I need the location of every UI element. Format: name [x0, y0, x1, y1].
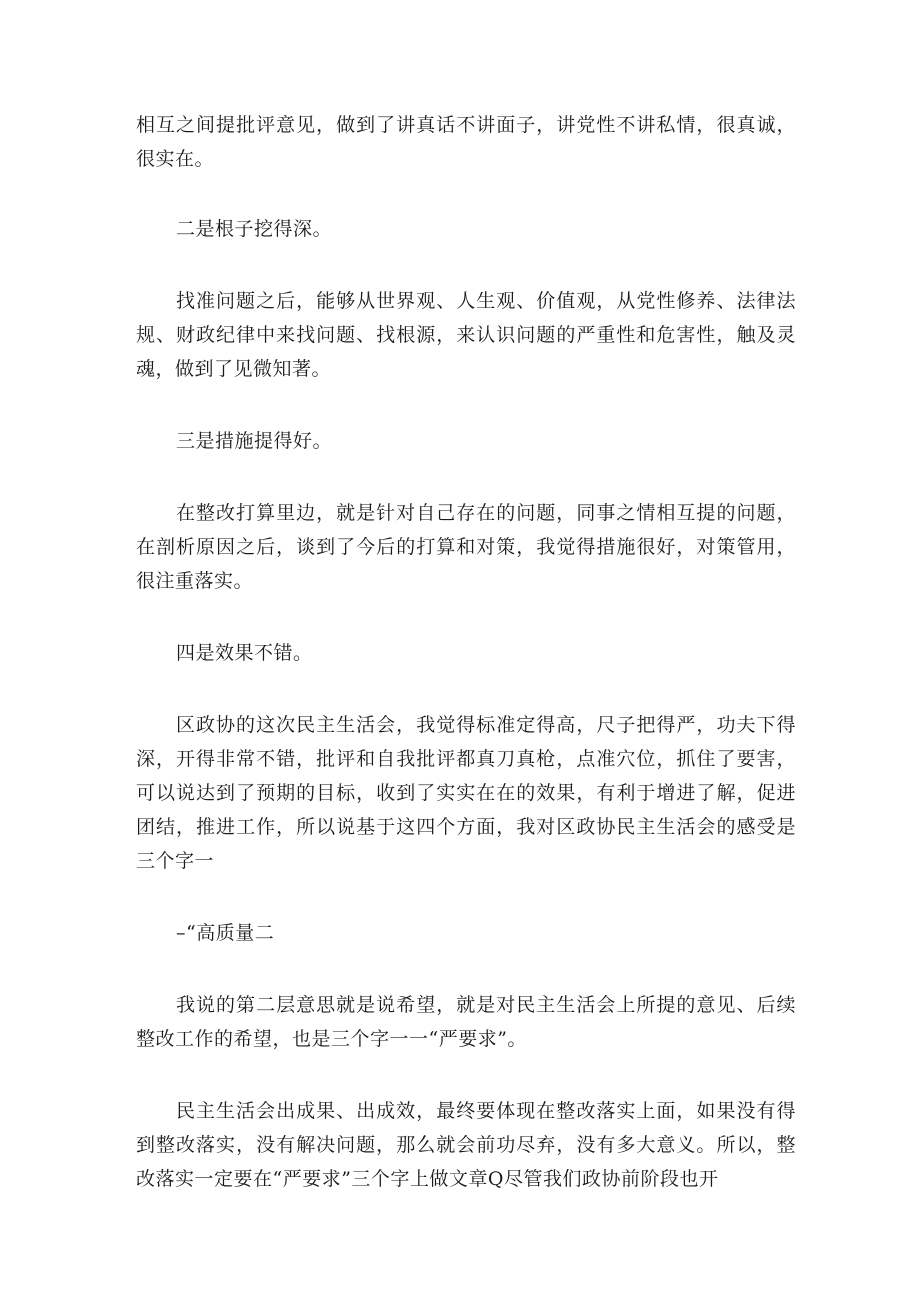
- paragraph-7: 区政协的这次民主生活会，我觉得标准定得高，尺子把得严，功夫下得深，开得非常不错，批评和自我批评都真刀真枪，点准穴位，抓住了要害，可以说达到了预期的目标，收到了实实在在的效果，有利于增进了解，促进团结，推进工作，所以说基于这四个方面，我对区政协民主生活会的感受是三个字一: [136, 714, 796, 872]
- paragraph-3: 找准问题之后，能够从世界观、人生观、价值观，从党性修养、法律法规、财政纪律中来找问题、找根源，来认识问题的严重性和危害性，触及灵魂，做到了见微知著。: [136, 290, 796, 380]
- paragraph-1: 相互之间提批评意见，做到了讲真话不讲面子，讲党性不讲私情，很真诚，很实在。: [136, 114, 796, 170]
- document-body: [136, 108, 796, 1196]
- paragraph-heading-2: 二是根子挖得深。: [176, 218, 333, 240]
- paragraph-heading-3: 三是措施提得好。: [176, 430, 333, 452]
- paragraph-8: –“高质量二: [176, 922, 275, 944]
- paragraph-heading-4: 四是效果不错。: [176, 642, 313, 664]
- paragraph-5: 在整改打算里边，就是针对自己存在的问题，同事之情相互提的问题，在剖析原因之后，谈到了今后的打算和对策，我觉得措施很好，对策管用，很注重落实。: [136, 502, 796, 592]
- paragraph-9: 我说的第二层意思就是说希望，就是对民主生活会上所提的意见、后续整改工作的希望，也是三个字一一“严要求”。: [136, 994, 796, 1050]
- paragraph-10: 民主生活会出成果、出成效，最终要体现在整改落实上面，如果没有得到整改落实，没有解决问题，那么就会前功尽弃，没有多大意义。所以，整改落实一定要在“严要求”三个字上做文章Q尽管我们政协前阶段也开: [136, 1100, 796, 1190]
